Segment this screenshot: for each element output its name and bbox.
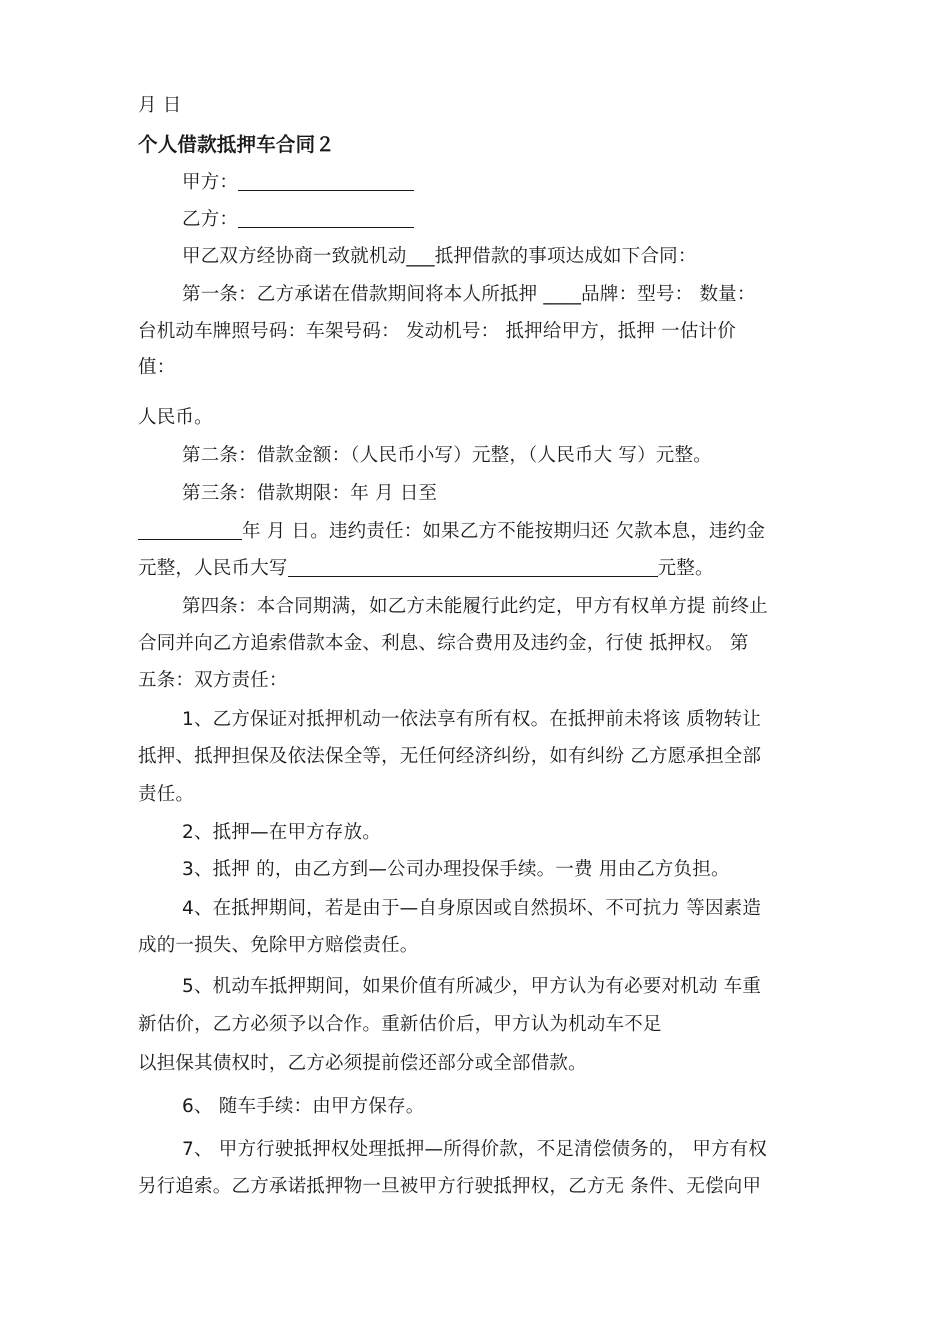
amount-in-words-blank bbox=[288, 558, 658, 577]
item-4-line-1: 4、在抵押期间，若是由于—自身原因或自然损坏、不可抗力 等因素造 bbox=[182, 898, 762, 919]
item-5-line-1: 5、机动车抵押期间，如果价值有所减少，甲方认为有必要对机动 车重 bbox=[182, 976, 762, 997]
article-4-line-2: 合同并向乙方追索借款本金、利息、综合费用及违约金，行使 抵押权。 第 bbox=[138, 633, 749, 654]
item-3: 3、抵押 的，由乙方到—公司办理投保手续。一费 用由乙方负担。 bbox=[182, 859, 730, 880]
party-b-label: 乙方： bbox=[182, 209, 239, 230]
party-b-line bbox=[182, 208, 414, 232]
item-2: 2、抵押—在甲方存放。 bbox=[182, 822, 381, 843]
article-3-line-2-text: 年 月 日。违约责任：如果乙方不能按期归还 欠款本息，违约金 bbox=[242, 521, 766, 542]
article-1-line-2: 台机动车牌照号码：车架号码： 发动机号： 抵押给甲方，抵押 一估计价 bbox=[138, 321, 736, 342]
item-1-line-2: 抵押、抵押担保及依法保全等，无任何经济纠纷，如有纠纷 乙方愿承担全部 bbox=[138, 746, 762, 767]
intro-paragraph: 甲乙双方经协商一致就机动___抵押借款的事项达成如下合同： bbox=[182, 246, 697, 267]
term-end-blank bbox=[138, 521, 242, 540]
party-a-line bbox=[182, 171, 414, 195]
article-3-line-3 bbox=[138, 557, 714, 581]
article-3-line-2 bbox=[138, 520, 765, 544]
article-4-line-1: 第四条：本合同期满，如乙方未能履行此约定，甲方有权单方提 前终止 bbox=[182, 596, 768, 617]
item-4-line-2: 成的一损失、免除甲方赔偿责任。 bbox=[138, 935, 419, 956]
article-1-line-3: 值： bbox=[138, 357, 176, 378]
party-a-blank bbox=[238, 172, 414, 191]
article-1-line-4: 人民币。 bbox=[138, 407, 213, 428]
item-1-line-1: 1、乙方保证对抵押机动一依法享有所有权。在抵押前未将该 质物转让 bbox=[182, 709, 762, 730]
party-a-label: 甲方： bbox=[182, 172, 239, 193]
date-tail: 月 日 bbox=[138, 95, 182, 116]
item-1-line-3: 责任。 bbox=[138, 784, 195, 805]
contract-title: 个人借款抵押车合同２ bbox=[138, 133, 336, 156]
item-7-line-1: 7、 甲方行驶抵押权处理抵押—所得价款，不足清偿债务的， 甲方有权 bbox=[182, 1139, 768, 1160]
item-5-line-3: 以担保其债权时，乙方必须提前偿还部分或全部借款。 bbox=[138, 1053, 587, 1074]
party-b-blank bbox=[238, 209, 414, 228]
article-1-line-1: 第一条：乙方承诺在借款期间将本人所抵押 ____品牌：型号： 数量： bbox=[182, 284, 756, 305]
article-3-line-1: 第三条：借款期限：年 月 日至 bbox=[182, 483, 438, 504]
article-3-line-3-text-b: 元整。 bbox=[657, 558, 714, 579]
item-6: 6、 随车手续：由甲方保存。 bbox=[182, 1096, 425, 1117]
article-4-line-3: 五条：双方责任： bbox=[138, 670, 288, 691]
article-2: 第二条：借款金额：（人民币小写）元整，（人民币大 写）元整。 bbox=[182, 445, 712, 466]
item-7-line-2: 另行追索。乙方承诺抵押物一旦被甲方行驶抵押权，乙方无 条件、无偿向甲 bbox=[138, 1176, 762, 1197]
article-3-line-3-text-a: 元整，人民币大写 bbox=[138, 558, 288, 579]
item-5-line-2: 新估价，乙方必须予以合作。重新估价后，甲方认为机动车不足 bbox=[138, 1014, 662, 1035]
